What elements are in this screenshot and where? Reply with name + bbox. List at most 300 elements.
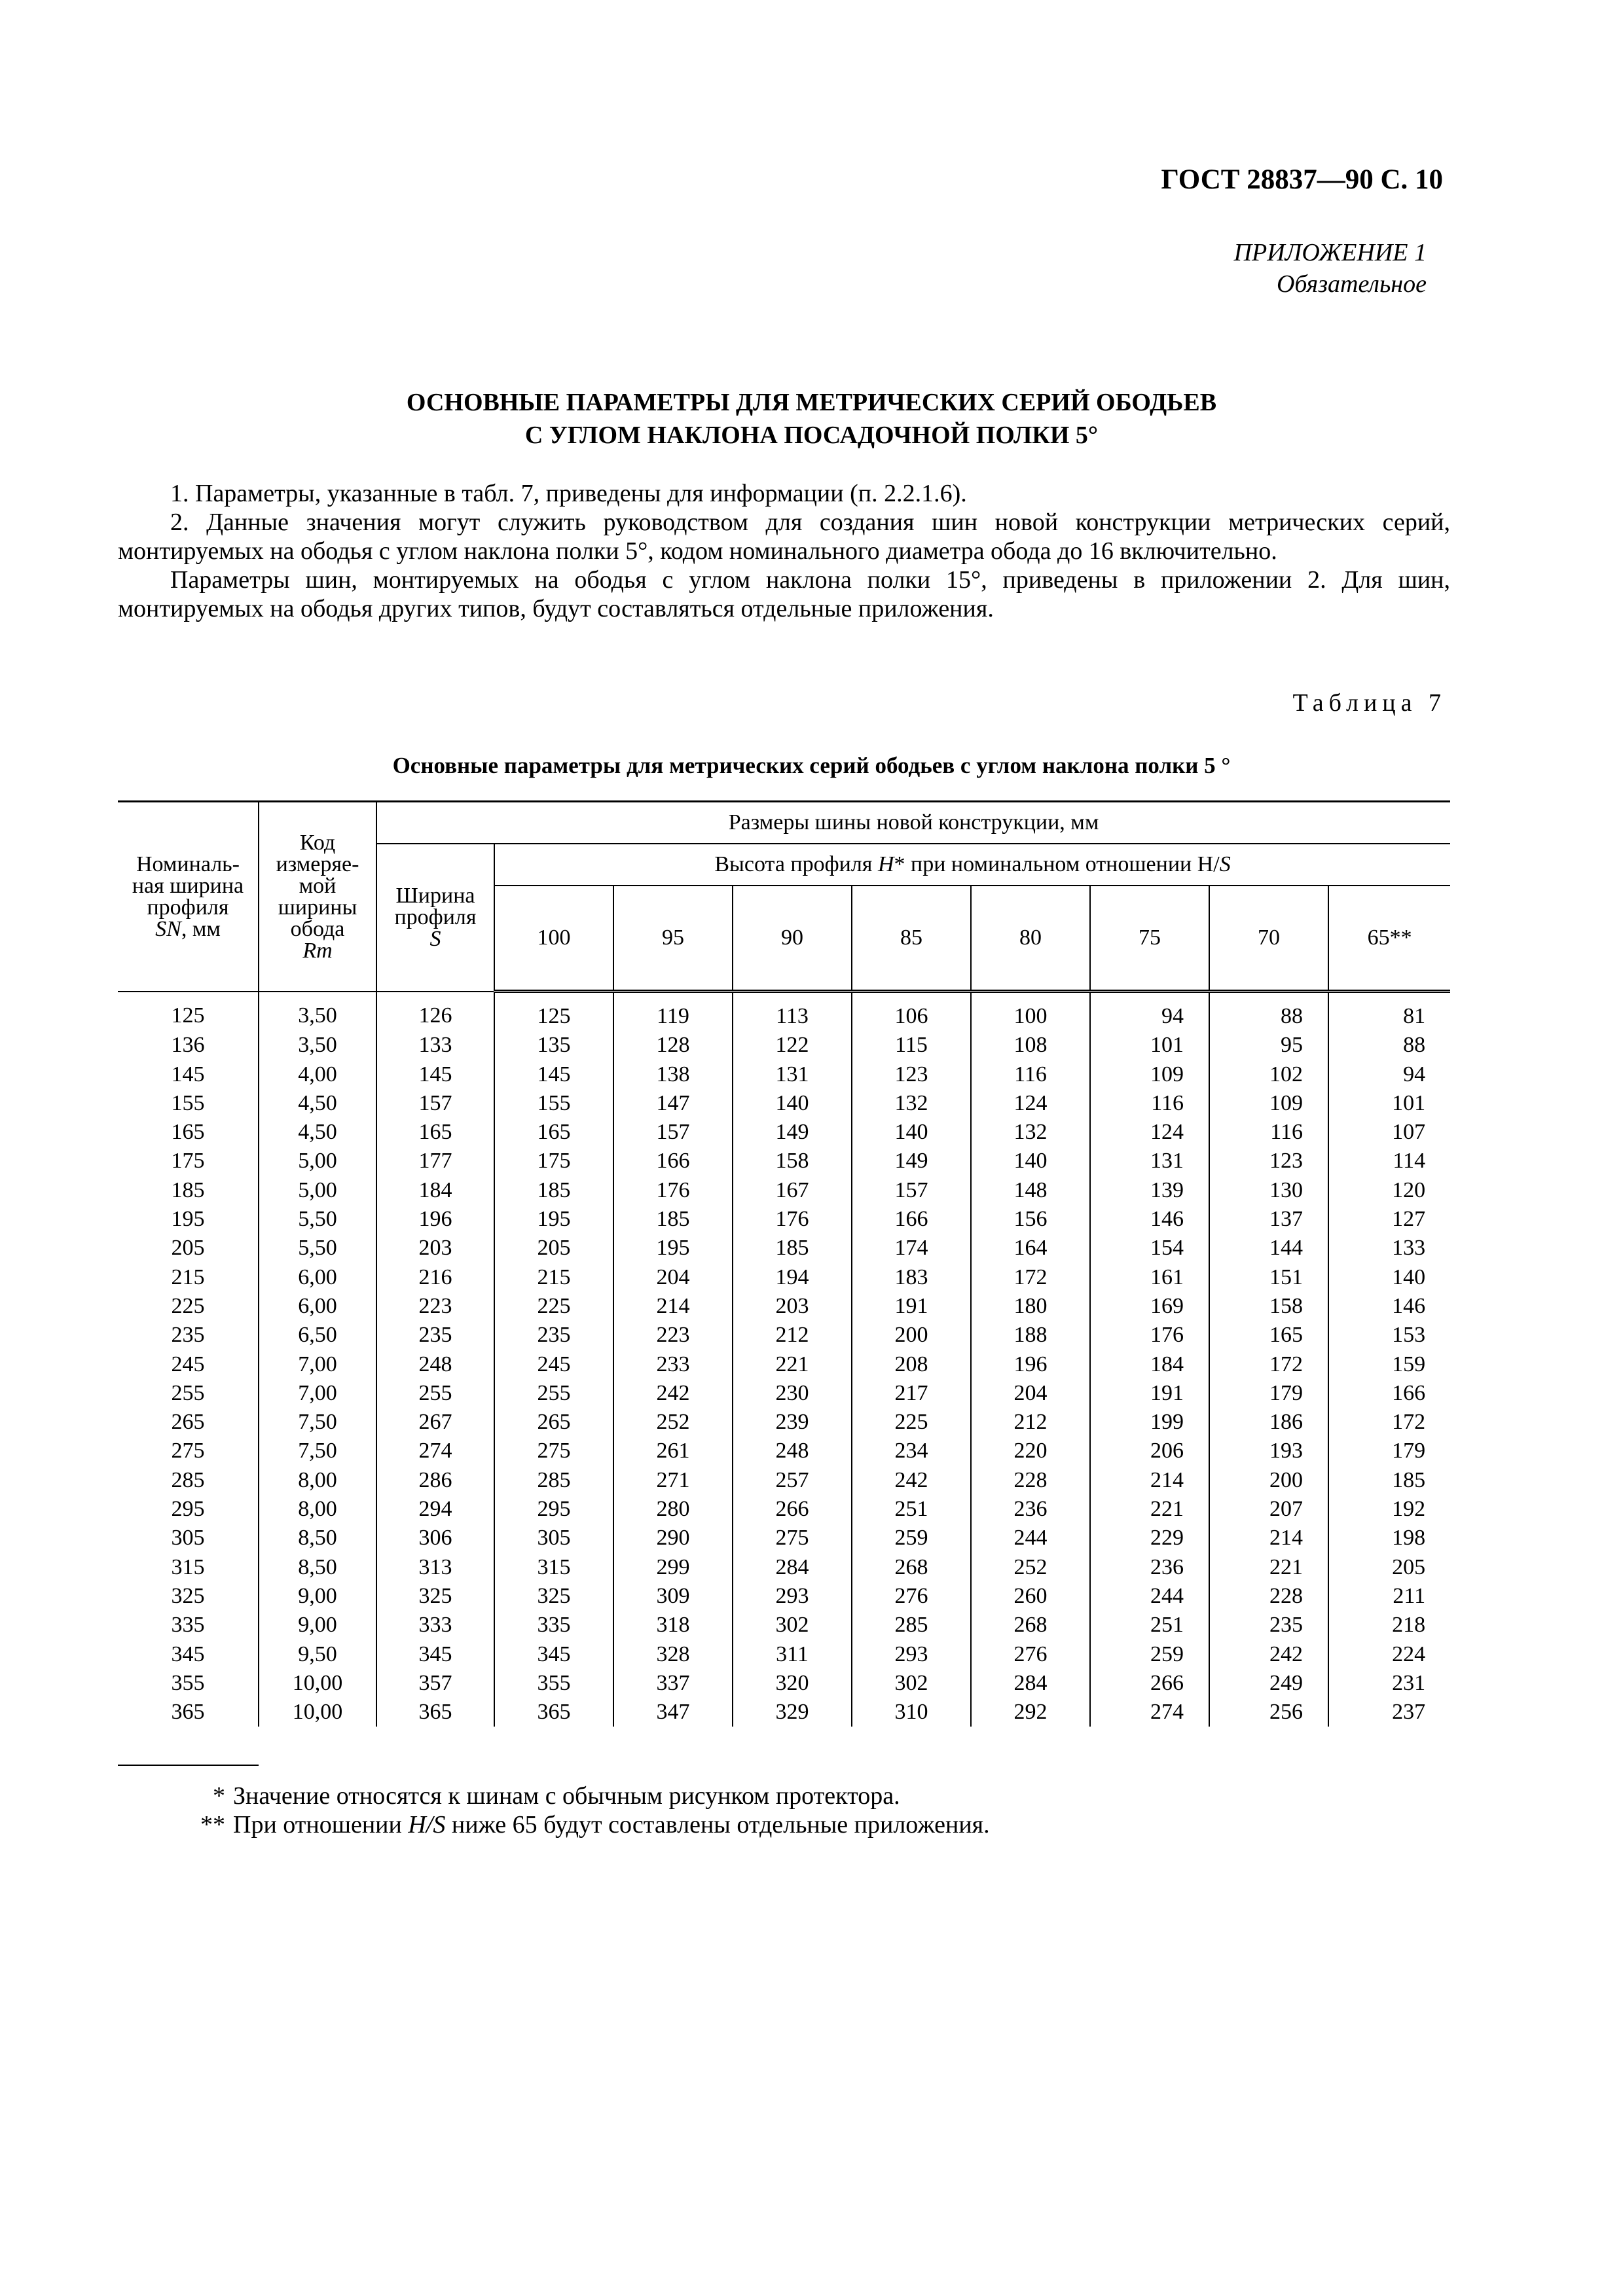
- table-cell: 94: [1090, 992, 1209, 1031]
- table-cell: 200: [852, 1321, 971, 1350]
- table-cell: 5,50: [259, 1205, 376, 1234]
- table-cell: 166: [613, 1147, 733, 1175]
- table-cell: 109: [1090, 1060, 1209, 1089]
- table-cell: 259: [1090, 1640, 1209, 1669]
- table-cell: 230: [733, 1379, 852, 1408]
- table-cell: 225: [852, 1408, 971, 1437]
- table-cell: 135: [494, 1031, 613, 1060]
- table-cell: 199: [1090, 1408, 1209, 1437]
- table-cell: 139: [1090, 1176, 1209, 1205]
- table-cell: 125: [171, 1003, 205, 1028]
- header-rim-code-label: Код измеряе-мой ширины обода: [276, 830, 359, 941]
- table-cell: 205: [494, 1234, 613, 1263]
- table-cell: 179: [1328, 1437, 1450, 1465]
- table-cell: 259: [852, 1524, 971, 1552]
- table-cell: 185: [613, 1205, 733, 1234]
- table-cell: 123: [852, 1060, 971, 1089]
- table-cell: 206: [1090, 1437, 1209, 1465]
- table-cell: 185: [171, 1177, 205, 1202]
- footnote-text: При отношении: [233, 1811, 409, 1839]
- table-cell: 245: [171, 1352, 205, 1376]
- table-cell: 205: [1328, 1553, 1450, 1582]
- table-row: [118, 1582, 1450, 1611]
- appendix-label: [1234, 237, 1427, 300]
- table-cell: 212: [971, 1408, 1090, 1437]
- table-cell: 235: [171, 1323, 205, 1348]
- table-cell: 188: [971, 1321, 1090, 1350]
- table-cell: 337: [613, 1669, 733, 1698]
- table-cell: 223: [376, 1292, 494, 1321]
- footnotes: [196, 1782, 990, 1839]
- table-cell: 95: [1209, 1031, 1328, 1060]
- appendix-title: ПРИЛОЖЕНИЕ 1: [1233, 239, 1427, 266]
- table-row: [118, 1437, 1450, 1465]
- table-cell: 221: [1090, 1495, 1209, 1524]
- table-cell: 365: [376, 1698, 494, 1727]
- table-cell: 122: [733, 1031, 852, 1060]
- table-cell: 315: [494, 1553, 613, 1582]
- table-cell: 345: [376, 1640, 494, 1669]
- table-cell: 196: [376, 1205, 494, 1234]
- header-nominal-width: [118, 802, 259, 992]
- table-cell: 242: [1209, 1640, 1328, 1669]
- table-cell: 242: [852, 1466, 971, 1495]
- table-cell: 185: [1328, 1466, 1450, 1495]
- table-cell: 355: [494, 1669, 613, 1698]
- table-cell: 266: [733, 1495, 852, 1524]
- table-cell: 274: [1090, 1698, 1209, 1727]
- table-row: [118, 1466, 1450, 1495]
- table-cell: 203: [733, 1292, 852, 1321]
- table-cell: 251: [852, 1495, 971, 1524]
- table-cell: 233: [613, 1350, 733, 1379]
- table-cell: 313: [376, 1553, 494, 1582]
- table-row: [118, 1031, 1450, 1060]
- table-cell: 275: [171, 1439, 205, 1463]
- table-cell: 6,00: [259, 1292, 376, 1321]
- table-cell: 176: [613, 1176, 733, 1205]
- section-title-line-2: С УГЛОМ НАКЛОНА ПОСАДОЧНОЙ ПОЛКИ 5°: [524, 422, 1099, 449]
- table-cell: 315: [171, 1554, 205, 1579]
- table-cell: 9,00: [259, 1582, 376, 1611]
- table-cell: 176: [733, 1205, 852, 1234]
- table-cell: 214: [1209, 1524, 1328, 1552]
- table-cell: 5,00: [259, 1147, 376, 1175]
- table-cell: 144: [1209, 1234, 1328, 1263]
- ratio-header: 100: [494, 886, 613, 992]
- table-cell: 244: [1090, 1582, 1209, 1611]
- table-cell: 295: [171, 1497, 205, 1522]
- table-cell: 345: [171, 1641, 205, 1666]
- table-cell: 153: [1328, 1321, 1450, 1350]
- appendix-status: Обязательное: [1276, 270, 1427, 298]
- table-cell: 179: [1209, 1379, 1328, 1408]
- table-cell: 294: [376, 1495, 494, 1524]
- table-cell: 345: [494, 1640, 613, 1669]
- table-cell: 225: [494, 1292, 613, 1321]
- table-cell: 172: [1209, 1350, 1328, 1379]
- table-cell: 275: [494, 1437, 613, 1465]
- paragraph-1: 1. Параметры, указанные в табл. 7, приведены для информации (п. 2.2.1.6).: [170, 480, 967, 507]
- table-cell: 172: [971, 1263, 1090, 1292]
- table-cell: 185: [733, 1234, 852, 1263]
- table-cell: 116: [971, 1060, 1090, 1089]
- table-cell: 166: [852, 1205, 971, 1234]
- table-cell: 265: [171, 1410, 205, 1435]
- table-cell: 268: [971, 1611, 1090, 1640]
- table-cell: 325: [494, 1582, 613, 1611]
- table-cell: 151: [1209, 1263, 1328, 1292]
- body-text: [118, 479, 1450, 623]
- table-cell: 176: [1090, 1321, 1209, 1350]
- table-cell: 212: [733, 1321, 852, 1350]
- table-cell: 177: [376, 1147, 494, 1175]
- table-cell: 101: [1328, 1089, 1450, 1118]
- table-cell: 302: [733, 1611, 852, 1640]
- header-tire-dimensions: Размеры шины новой конструкции, мм: [376, 802, 1450, 844]
- table-row: [118, 1263, 1450, 1292]
- table-cell: 274: [376, 1437, 494, 1465]
- table-row: [118, 1118, 1450, 1147]
- table-cell: 204: [613, 1263, 733, 1292]
- table-cell: 196: [971, 1350, 1090, 1379]
- table-cell: 119: [613, 992, 733, 1031]
- table-cell: 180: [971, 1292, 1090, 1321]
- table-cell: 236: [971, 1495, 1090, 1524]
- ratio-header: 80: [971, 886, 1090, 992]
- table-cell: 255: [171, 1380, 205, 1405]
- table-cell: 123: [1209, 1147, 1328, 1175]
- table-row: [118, 1350, 1450, 1379]
- table-cell: 310: [852, 1698, 971, 1727]
- table-row: [118, 1495, 1450, 1524]
- table-cell: 193: [1209, 1437, 1328, 1465]
- header-nominal-width-unit: , мм: [181, 916, 221, 941]
- table-cell: 146: [1328, 1292, 1450, 1321]
- table-cell: 329: [733, 1698, 852, 1727]
- table-cell: 251: [1090, 1611, 1209, 1640]
- table-cell: 208: [852, 1350, 971, 1379]
- table-cell: 195: [171, 1207, 205, 1232]
- table-cell: 357: [376, 1669, 494, 1698]
- table-cell: 302: [852, 1669, 971, 1698]
- table-cell: 155: [171, 1090, 205, 1115]
- table-cell: 140: [1328, 1263, 1450, 1292]
- table-cell: 6,50: [259, 1321, 376, 1350]
- table-cell: 267: [376, 1408, 494, 1437]
- table-cell: 200: [1209, 1466, 1328, 1495]
- table-cell: 4,50: [259, 1089, 376, 1118]
- header-rim-code-symbol: Rm: [302, 938, 333, 963]
- ratio-header: 85: [852, 886, 971, 992]
- parameters-table: [118, 800, 1450, 1727]
- table-cell: 245: [494, 1350, 613, 1379]
- table-cell: 217: [852, 1379, 971, 1408]
- table-cell: 194: [733, 1263, 852, 1292]
- table-cell: 239: [733, 1408, 852, 1437]
- table-cell: 333: [376, 1611, 494, 1640]
- table-cell: 165: [376, 1118, 494, 1147]
- footnote-text: Значение относятся к шинам с обычным рисунком протектора.: [233, 1782, 900, 1810]
- table-cell: 94: [1328, 1060, 1450, 1089]
- table-cell: 6,00: [259, 1263, 376, 1292]
- table-cell: 172: [1328, 1408, 1450, 1437]
- table-cell: 8,00: [259, 1495, 376, 1524]
- table-cell: 276: [971, 1640, 1090, 1669]
- table-cell: 9,50: [259, 1640, 376, 1669]
- table-cell: 106: [852, 992, 971, 1031]
- table-cell: 154: [1090, 1234, 1209, 1263]
- table-cell: 221: [733, 1350, 852, 1379]
- table-cell: 242: [613, 1379, 733, 1408]
- table-cell: 158: [733, 1147, 852, 1175]
- table-cell: 166: [1328, 1379, 1450, 1408]
- table-row: [118, 1669, 1450, 1698]
- table-cell: 130: [1209, 1176, 1328, 1205]
- table-cell: 195: [613, 1234, 733, 1263]
- table-cell: 335: [494, 1611, 613, 1640]
- table-cell: 237: [1328, 1698, 1450, 1727]
- header-height-symbol-2: S: [1219, 852, 1231, 876]
- table-cell: 124: [971, 1089, 1090, 1118]
- table-cell: 309: [613, 1582, 733, 1611]
- table-cell: 107: [1328, 1118, 1450, 1147]
- table-cell: 285: [494, 1466, 613, 1495]
- table-cell: 165: [494, 1118, 613, 1147]
- table-cell: 252: [613, 1408, 733, 1437]
- table-cell: 299: [613, 1553, 733, 1582]
- table-cell: 229: [1090, 1524, 1209, 1552]
- table-cell: 191: [852, 1292, 971, 1321]
- table-row: [118, 1234, 1450, 1263]
- table-body: [118, 992, 1450, 1727]
- table-cell: 284: [971, 1669, 1090, 1698]
- table-cell: 285: [852, 1611, 971, 1640]
- table-cell: 216: [376, 1263, 494, 1292]
- footnote-symbol: H/S: [408, 1811, 446, 1839]
- table-cell: 120: [1328, 1176, 1450, 1205]
- table-cell: 265: [494, 1408, 613, 1437]
- table-cell: 165: [1209, 1321, 1328, 1350]
- table-cell: 175: [171, 1149, 205, 1174]
- ratio-header: 65**: [1328, 886, 1450, 992]
- table-cell: 7,00: [259, 1350, 376, 1379]
- table-cell: 204: [971, 1379, 1090, 1408]
- table-cell: 4,00: [259, 1060, 376, 1089]
- table-cell: 305: [171, 1526, 205, 1551]
- ratio-header: 95: [613, 886, 733, 992]
- table-cell: 184: [376, 1176, 494, 1205]
- table-cell: 81: [1328, 992, 1450, 1031]
- table-cell: 145: [494, 1060, 613, 1089]
- table-cell: 275: [733, 1524, 852, 1552]
- header-height-suffix: * при номинальном отношении H/: [894, 852, 1220, 876]
- table-cell: 266: [1090, 1669, 1209, 1698]
- header-nominal-width-label: Номиналь-ная ширина профиля: [132, 852, 244, 920]
- table-row: [118, 1698, 1450, 1727]
- ratio-header: 70: [1209, 886, 1328, 992]
- table-cell: 293: [852, 1640, 971, 1669]
- table-cell: 285: [171, 1467, 205, 1492]
- table-cell: 109: [1209, 1089, 1328, 1118]
- table-cell: 214: [1090, 1466, 1209, 1495]
- table-cell: 131: [733, 1060, 852, 1089]
- table-cell: 325: [376, 1582, 494, 1611]
- header-height-symbol: H: [877, 852, 894, 876]
- table-cell: 365: [494, 1698, 613, 1727]
- table-cell: 145: [376, 1060, 494, 1089]
- table-cell: 158: [1209, 1292, 1328, 1321]
- header-rim-code: [259, 802, 376, 992]
- table-cell: 140: [852, 1118, 971, 1147]
- table-row: [118, 1408, 1450, 1437]
- table-cell: 115: [852, 1031, 971, 1060]
- table-row: [118, 1321, 1450, 1350]
- table-cell: 228: [1209, 1582, 1328, 1611]
- table-cell: 256: [1209, 1698, 1328, 1727]
- table-cell: 10,00: [259, 1669, 376, 1698]
- table-cell: 132: [971, 1118, 1090, 1147]
- table-cell: 271: [613, 1466, 733, 1495]
- table-cell: 268: [852, 1553, 971, 1582]
- table-cell: 113: [733, 992, 852, 1031]
- table-cell: 235: [1209, 1611, 1328, 1640]
- table-cell: 218: [1328, 1611, 1450, 1640]
- table-cell: 335: [171, 1613, 205, 1638]
- table-row: [118, 1379, 1450, 1408]
- footnote-mark: **: [200, 1811, 225, 1839]
- table-cell: 225: [171, 1293, 205, 1318]
- table-cell: 260: [971, 1582, 1090, 1611]
- table-cell: 156: [971, 1205, 1090, 1234]
- table-cell: 145: [171, 1062, 205, 1086]
- table-cell: 131: [1090, 1147, 1209, 1175]
- table-cell: 255: [494, 1379, 613, 1408]
- table-cell: 175: [494, 1147, 613, 1175]
- section-title-line-1: ОСНОВНЫЕ ПАРАМЕТРЫ ДЛЯ МЕТРИЧЕСКИХ СЕРИЙ ОБОДЬЕВ: [406, 389, 1217, 416]
- table-cell: 228: [971, 1466, 1090, 1495]
- table-cell: 136: [171, 1033, 205, 1058]
- table-cell: 365: [171, 1700, 205, 1725]
- table-row: [118, 1205, 1450, 1234]
- table-cell: 211: [1328, 1582, 1450, 1611]
- table-cell: 198: [1328, 1524, 1450, 1552]
- table-row: [118, 1147, 1450, 1175]
- table-cell: 7,00: [259, 1379, 376, 1408]
- table-cell: 155: [494, 1089, 613, 1118]
- table-cell: 257: [733, 1466, 852, 1495]
- table-row: [118, 1640, 1450, 1669]
- paragraph-2: 2. Данные значения могут служить руководством для создания шин новой конструкции метрических серий, монтируемых на ободья с углом наклона полки 5°, кодом номинального диаметра обода до 16 включительно.: [118, 509, 1450, 565]
- ratio-header: 90: [733, 886, 852, 992]
- table-cell: 7,50: [259, 1437, 376, 1465]
- ratio-header: 75: [1090, 886, 1209, 992]
- table-cell: 305: [494, 1524, 613, 1552]
- table-cell: 215: [171, 1265, 205, 1289]
- table-cell: 88: [1209, 992, 1328, 1031]
- table-cell: 290: [613, 1524, 733, 1552]
- table-cell: 100: [971, 992, 1090, 1031]
- table-cell: 157: [376, 1089, 494, 1118]
- table-cell: 221: [1209, 1553, 1328, 1582]
- table-cell: 252: [971, 1553, 1090, 1582]
- table-cell: 149: [733, 1118, 852, 1147]
- table-cell: 8,50: [259, 1524, 376, 1552]
- table-cell: 185: [494, 1176, 613, 1205]
- table-cell: 236: [1090, 1553, 1209, 1582]
- header-section-width-label: Ширина профиля: [394, 884, 477, 929]
- table-cell: 125: [494, 992, 613, 1031]
- table-cell: 186: [1209, 1408, 1328, 1437]
- table-cell: 325: [171, 1583, 205, 1608]
- table-cell: 146: [1090, 1205, 1209, 1234]
- table-cell: 214: [613, 1292, 733, 1321]
- table-cell: 4,50: [259, 1118, 376, 1147]
- table-cell: 311: [733, 1640, 852, 1669]
- paragraph-3: Параметры шин, монтируемых на ободья с углом наклона полки 15°, приведены в приложении 2. Для шин, монтируемых на ободья других типов, будут составляться отдельные приложения.: [118, 566, 1450, 622]
- table-cell: 132: [852, 1089, 971, 1118]
- table-cell: 167: [733, 1176, 852, 1205]
- table-cell: 88: [1328, 1031, 1450, 1060]
- header-section-width-symbol: S: [429, 927, 441, 951]
- table-cell: 215: [494, 1263, 613, 1292]
- table-cell: 126: [376, 992, 494, 1031]
- table-cell: 147: [613, 1089, 733, 1118]
- table-cell: 5,50: [259, 1234, 376, 1263]
- table-cell: 295: [494, 1495, 613, 1524]
- table-label: Таблица 7: [1292, 689, 1446, 717]
- table-cell: 235: [376, 1321, 494, 1350]
- table-cell: 174: [852, 1234, 971, 1263]
- table-cell: 159: [1328, 1350, 1450, 1379]
- table-cell: 133: [1328, 1234, 1450, 1263]
- table-cell: 318: [613, 1611, 733, 1640]
- table-cell: 292: [971, 1698, 1090, 1727]
- table-cell: 128: [613, 1031, 733, 1060]
- table-cell: 284: [733, 1553, 852, 1582]
- table-row: [118, 1060, 1450, 1089]
- table-cell: 116: [1209, 1118, 1328, 1147]
- table-cell: 220: [971, 1437, 1090, 1465]
- table-row: [118, 1176, 1450, 1205]
- table-cell: 5,00: [259, 1176, 376, 1205]
- table-row: [118, 1553, 1450, 1582]
- table-cell: 116: [1090, 1089, 1209, 1118]
- table-cell: 191: [1090, 1379, 1209, 1408]
- table-cell: 124: [1090, 1118, 1209, 1147]
- table-cell: 8,00: [259, 1466, 376, 1495]
- table-cell: 10,00: [259, 1698, 376, 1727]
- table-cell: 231: [1328, 1669, 1450, 1698]
- table-cell: 108: [971, 1031, 1090, 1060]
- table-cell: 286: [376, 1466, 494, 1495]
- table-cell: 293: [733, 1582, 852, 1611]
- table-cell: 195: [494, 1205, 613, 1234]
- table-cell: 276: [852, 1582, 971, 1611]
- table-cell: 328: [613, 1640, 733, 1669]
- table-cell: 249: [1209, 1669, 1328, 1698]
- table-cell: 164: [971, 1234, 1090, 1263]
- table-title: Основные параметры для метрических серий ободьев с углом наклона полки 5 °: [392, 753, 1231, 778]
- header-section-height: [494, 844, 1450, 886]
- page-header: ГОСТ 28837—90 С. 10: [1161, 164, 1443, 195]
- footnote-1: [196, 1782, 990, 1810]
- table-cell: 149: [852, 1147, 971, 1175]
- table-cell: 114: [1328, 1147, 1450, 1175]
- table-cell: 261: [613, 1437, 733, 1465]
- table-cell: 133: [376, 1031, 494, 1060]
- footnote-separator: [118, 1765, 259, 1766]
